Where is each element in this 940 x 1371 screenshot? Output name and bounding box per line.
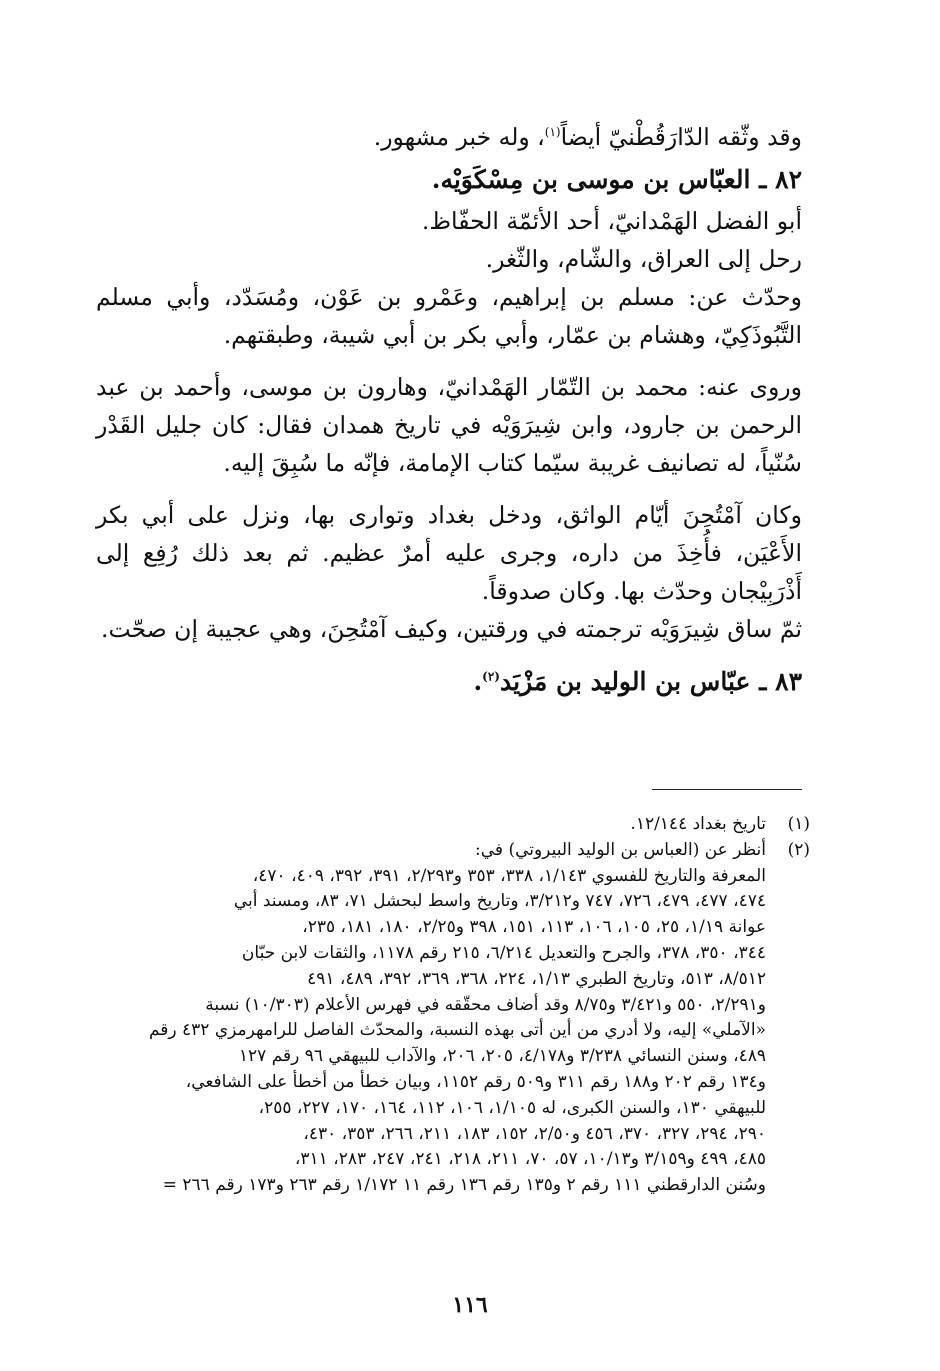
footnote-number: (١) xyxy=(787,814,810,834)
footnote xyxy=(96,812,810,838)
footnote xyxy=(96,838,810,1199)
entry-heading-83: ٨٣ ـ عبّاس بن الوليد بن مَزْيَد$^{(٢)}$. xyxy=(473,667,802,696)
paragraph: ثمّ ساق شِيرَوَيْه ترجمته في ورقتين، وكيف آمْتُحِنَ، وهي عجيبة إن صحّت. xyxy=(101,615,802,643)
paragraph: وروى عنه: محمد بن التّمّار الهَمْدانيّ، وهارون بن موسى، وأحمد بن عبد الرحمن بن جارود، وابن شِيرَوَيْه في تاريخ همدان فقال: كان جليل القَدْر سُنّياً، له تصانيف غريبة سيّما كتاب الإمامة، فإنّه ما سُبِقَ إليه. xyxy=(96,373,802,477)
footnote-separator xyxy=(652,789,802,790)
page-number: ١١٦ xyxy=(452,1292,488,1318)
footnotes xyxy=(96,812,810,1199)
entry-heading-82: ٨٢ ـ العبّاس بن موسى بن مِسْكَوَيْه. xyxy=(431,165,802,194)
main-text xyxy=(96,118,802,704)
footnote-text: تاريخ بغداد ١٢/١٤٤. xyxy=(630,814,766,834)
paragraph: أبو الفضل الهَمْدانيّ، أحد الأئمّة الحفّاظ. xyxy=(421,207,802,235)
footnote-text: أنظر عن (العباس بن الوليد البيروتي) في: المعرفة والتاريخ للفسوي ١/١٤٣، ٣٣٨، ٣٥٣ و٢/٢٩٣، ٣٩١، ٣٩٢، ٤٠٩، ٤٧٠، ٤٧٤، ٤٧٧، ٤٧٩، ٧٢٦، ٧٤٧ و٣/٢١٢، وتاريخ واسط لبحشل ٧١، ٨٣، ومسند أبي عوانة ١/١٩، ٢٥، ١٠٥، ١٠٦، ١١٣، ١٥١، ٣٩٨ و٢/٢٥، ١٨٠، ١٨١، ٢٣٥، ٣٤٤، ٣٥٠، ٣٧٨، والجرح والتعديل ٦/٢١٤، ٢١٥ رقم ١١٧٨، والثقات لابن حبّان ٨/٥١٢، ٥١٣، وتاريخ الطبري ١/١٣، ٢٢٤، ٣٦٨، ٣٦٩، ٣٩٢، ٤٨٩، ٤٩١ و٢/٢٩١، ٥٥٠ و٣/٤٢١ و٨/٧٥ وقد أضاف محقّقه في فهرس الأعلام (١٠/٣٠٣) نسبة «الآملي» إليه، ولا أدري من أين أتى بهذه النسبة، والمحدّث الفاصل للرامهرمزي ٤٣٢ رقم ٤٨٩، وسنن النسائي ٣/٢٣٨ و٤/١٧٨، ٢٠٥، ٢٠٦، والآداب للبيهقي ٩٦ رقم ١٢٧ و١٣٤ رقم ٢٠٢ و١٨٨ رقم ٣١١ و٥٠٩ رقم ١١٥٢، وبيان خطأ من أخطأ على الشافعي، للبيهقي ١٣٠، والسنن الكبرى، له ١/١٠٥، ١٠٦، ١١٢، ١٦٤، ١٧٠، ٢٢٧، ٢٥٥، ٢٩٠، ٢٩٤، ٣٢٧، ٣٧٠، ٤٥٦ و٢/٥٠، ١٥٢، ١٨٣، ٢١١، ٢٦٦، ٣٥٣، ٤٣٠، ٤٨٥، ٤٩٩ و٣/١٥٩ و١٠/١٣، ٥٧، ٧٠، ٢١١، ٢١٨، ٢٤١، ٢٤٧، ٢٨٣، ٣١١، وسُنن الدارقطني ١١١ رقم ٢ و١٣٥ رقم ١٣٦ رقم ١١ ١/١٧٢ رقم ٢٦٣ و١٧٣ رقم ٢٦٦ = xyxy=(148,839,766,1196)
footnote-ref[interactable]: (٢) xyxy=(482,669,500,684)
paragraph: وكان آمْتُحِنَ أيّام الواثق، ودخل بغداد وتوارى بها، ونزل على أبي بكر الأَعْيَن، فأُخِذَ من داره، وجرى عليه أمرٌ عظيم. ثم بعد ذلك رُفِع إلى أَذْرَبِيْجان وحدّث بها. وكان صدوقاً. xyxy=(96,501,802,605)
paragraph: وقد وثّقه الدّارَقُطْنيّ أيضاً$^{(١)}$، وله خبر مشهور. xyxy=(373,123,802,151)
paragraph: رحل إلى العراق، والشّام، والثّغر. xyxy=(485,245,802,273)
footnote-ref[interactable]: (١) xyxy=(544,125,561,140)
footnote-number: (٢) xyxy=(787,839,810,860)
paragraph: وحدّث عن: مسلم بن إبراهيم، وعَمْرو بن عَوْن، ومُسَدّد، وأبي مسلم التَّبُوذَكِيّ، وهشام بن عمّار، وأبي بكر بن أبي شيبة، وطبقتهم. xyxy=(96,283,802,349)
